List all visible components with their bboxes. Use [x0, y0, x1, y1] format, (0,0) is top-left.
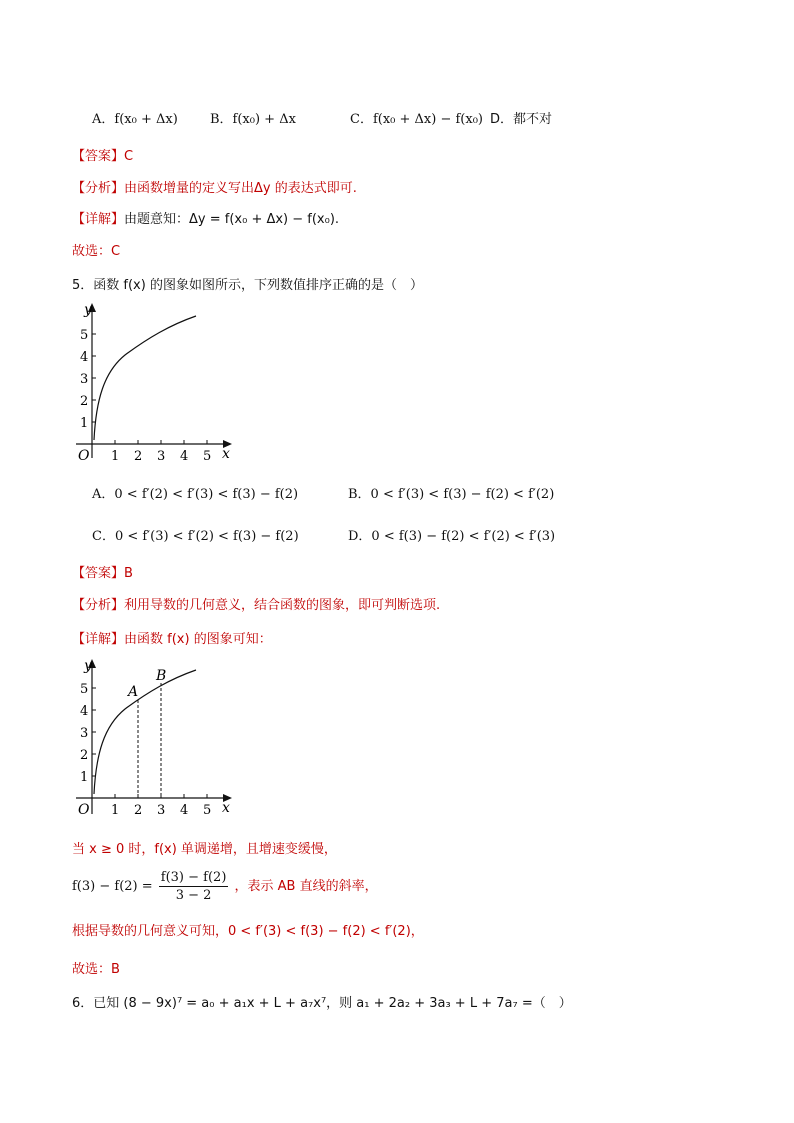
q4-option-c: C．f(x₀ + Δx) − f(x₀) — [350, 112, 483, 127]
x-tick-label: 2 — [134, 803, 143, 818]
y-axis-label: y — [84, 658, 92, 674]
q5-option-c: C．0 < f′(3) < f′(2) < f(3) − f(2) — [92, 529, 299, 544]
q5-choice: 故选：B — [72, 962, 120, 977]
q4-option-b: B．f(x₀) + Δx — [210, 112, 296, 127]
analysis-text: 利用导数的几何意义，结合函数的图象，即可判断选项. — [124, 598, 441, 613]
detail-tag: 【详解】 — [72, 632, 125, 647]
answer-tag: 【答案】 — [72, 149, 125, 164]
fraction-denominator: 3 − 2 — [175, 888, 212, 903]
x-tick-label: 2 — [134, 449, 143, 464]
fraction-numerator: f(3) − f(2) — [160, 870, 227, 885]
detail-text: 由题意知：Δy = f(x₀ + Δx) − f(x₀). — [124, 212, 340, 227]
q5-graph — [70, 300, 240, 468]
point-a-label: A — [128, 684, 139, 700]
y-tick-label: 4 — [80, 704, 89, 719]
analysis-text: 由函数增量的定义写出Δy 的表达式即可. — [124, 181, 357, 196]
q5-solution-line-2 — [72, 870, 378, 903]
y-tick-label: 4 — [80, 350, 89, 365]
y-tick-label: 2 — [80, 394, 89, 409]
answer-value: B — [124, 566, 133, 581]
x-tick-label: 1 — [111, 449, 120, 464]
x-axis-label: x — [222, 446, 230, 462]
y-tick-label: 3 — [80, 372, 89, 387]
x-tick-labels — [111, 449, 211, 464]
q5-detail — [72, 628, 272, 647]
q5-solution-graph — [70, 656, 240, 824]
y-tick-label: 5 — [80, 682, 89, 697]
q4-option-d: D．都不对 — [490, 112, 553, 127]
graph-axes — [76, 659, 232, 814]
q4-analysis — [72, 177, 357, 196]
q4-answer — [72, 145, 133, 164]
x-tick-label: 3 — [157, 803, 166, 818]
q5-analysis — [72, 594, 440, 613]
point-b-label: B — [156, 668, 167, 684]
q5-option-d: D．0 < f(3) − f(2) < f′(2) < f′(3) — [348, 529, 556, 544]
x-tick-label: 4 — [180, 803, 189, 818]
q5-option-a: A．0 < f′(2) < f′(3) < f(3) − f(2) — [92, 487, 299, 502]
y-tick-label: 3 — [80, 726, 89, 741]
function-curve — [94, 316, 196, 440]
y-tick-labels — [80, 682, 88, 785]
y-tick-label: 2 — [80, 748, 89, 763]
q4-detail — [72, 208, 339, 227]
function-curve — [94, 670, 196, 794]
x-tick-label: 3 — [157, 449, 166, 464]
analysis-tag: 【分析】 — [72, 598, 125, 613]
x-tick-label: 5 — [203, 449, 212, 464]
q5-solution-line-3: 根据导数的几何意义可知，0 < f′(3) < f(3) − f(2) < f′(2)， — [72, 924, 424, 939]
graph-axes — [76, 303, 232, 458]
origin-label: O — [78, 802, 90, 818]
q5-solution-line-1: 当 x ≥ 0 时，f(x) 单调递增，且增速变缓慢， — [72, 842, 337, 857]
q6-stem: 6．已知 (8 − 9x)⁷ = a₀ + a₁x + L + a₇x⁷，则 a₁ + 2a₂ + 3a₃ + L + 7a₇ =（ ） — [72, 996, 572, 1011]
y-axis-label: y — [84, 302, 92, 318]
slope-lhs: f(3) − f(2) = — [72, 879, 153, 894]
x-axis-label: x — [222, 800, 230, 816]
origin-label: O — [78, 448, 90, 464]
answer-tag: 【答案】 — [72, 566, 125, 581]
y-tick-labels — [80, 328, 88, 431]
answer-value: C — [124, 149, 134, 164]
x-tick-label: 5 — [203, 803, 212, 818]
slope-rhs: ，表示 AB 直线的斜率， — [234, 879, 378, 894]
x-tick-label: 1 — [111, 803, 120, 818]
x-tick-label: 4 — [180, 449, 189, 464]
q4-choice: 故选：C — [72, 244, 121, 259]
detail-text: 由函数 f(x) 的图象可知： — [124, 632, 272, 647]
q5-answer — [72, 562, 133, 581]
analysis-tag: 【分析】 — [72, 181, 125, 196]
y-tick-label: 1 — [80, 770, 89, 785]
x-tick-labels — [111, 803, 211, 818]
slope-fraction — [159, 870, 229, 903]
detail-tag: 【详解】 — [72, 212, 125, 227]
y-tick-label: 1 — [80, 416, 89, 431]
q5-stem: 5．函数 f(x) 的图象如图所示，下列数值排序正确的是（ ） — [72, 278, 423, 293]
y-tick-label: 5 — [80, 328, 89, 343]
q5-option-b: B．0 < f′(3) < f(3) − f(2) < f′(2) — [348, 487, 555, 502]
q4-option-a: A．f(x₀ + Δx) — [92, 112, 178, 127]
